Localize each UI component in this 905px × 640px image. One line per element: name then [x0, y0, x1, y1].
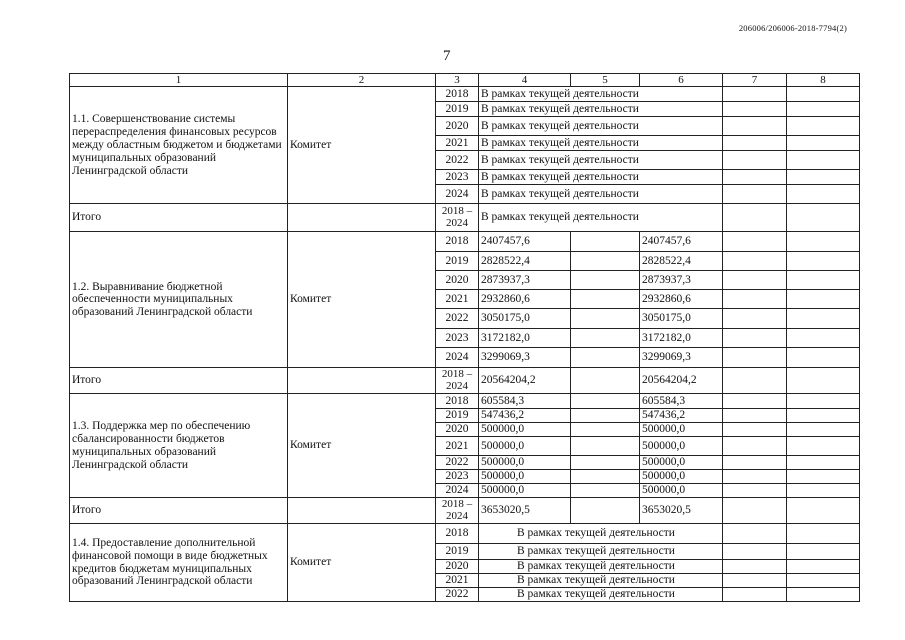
amount-col-7 — [723, 87, 787, 102]
amount-col-8 — [787, 290, 860, 309]
total-period: 2018 – 2024 — [436, 368, 479, 394]
year-cell: 2024 — [436, 185, 479, 204]
funding-note: В рамках текущей деятельности — [479, 102, 723, 117]
total-label: Итого — [70, 498, 288, 524]
amount-col-4: 500000,0 — [479, 484, 571, 498]
year-cell: 2019 — [436, 252, 479, 271]
amount-col-4: 2828522,4 — [479, 252, 571, 271]
amount-col-5 — [571, 252, 640, 271]
total-row — [70, 204, 860, 232]
amount-col-7 — [723, 484, 787, 498]
amount-col-8 — [787, 170, 860, 185]
amount-col-4: 3172182,0 — [479, 329, 571, 348]
year-cell: 2022 — [436, 309, 479, 329]
amount-col-7 — [723, 470, 787, 484]
amount-col-5 — [571, 329, 640, 348]
table-row — [70, 524, 860, 544]
amount-col-6: 547436,2 — [640, 409, 723, 423]
measure-description: 1.3. Поддержка мер по обеспечению сбалансированности бюджетов муниципальных образований Ленинградской области — [70, 394, 288, 498]
amount-col-8 — [787, 524, 860, 544]
header-col-7: 7 — [723, 74, 787, 87]
amount-col-4: 500000,0 — [479, 456, 571, 470]
amount-col-4: 500000,0 — [479, 470, 571, 484]
amount-col-5 — [571, 309, 640, 329]
funding-note: В рамках текущей деятельности — [479, 185, 723, 204]
amount-col-8 — [787, 394, 860, 409]
amount-col-7 — [723, 456, 787, 470]
program-table — [69, 73, 860, 602]
year-cell: 2019 — [436, 409, 479, 423]
amount-col-8 — [787, 151, 860, 170]
amount-col-7 — [723, 437, 787, 456]
amount-col-7 — [723, 574, 787, 588]
amount-col-8 — [787, 117, 860, 136]
year-cell: 2021 — [436, 437, 479, 456]
responsible-executor: Комитет — [288, 524, 436, 602]
header-col-4: 4 — [479, 74, 571, 87]
amount-col-6: 605584,3 — [640, 394, 723, 409]
funding-note: В рамках текущей деятельности — [479, 574, 723, 588]
amount-col-5 — [571, 290, 640, 309]
funding-note: В рамках текущей деятельности — [479, 151, 723, 170]
amount-col-7 — [723, 409, 787, 423]
amount-col-5 — [571, 368, 640, 394]
funding-note: В рамках текущей деятельности — [479, 170, 723, 185]
amount-col-5 — [571, 394, 640, 409]
amount-col-8 — [787, 368, 860, 394]
table-row — [70, 232, 860, 252]
year-cell: 2022 — [436, 456, 479, 470]
page-number: 7 — [443, 48, 451, 64]
amount-col-8 — [787, 204, 860, 232]
amount-col-6: 3172182,0 — [640, 329, 723, 348]
total-period: 2018 – 2024 — [436, 498, 479, 524]
amount-col-6: 2932860,6 — [640, 290, 723, 309]
amount-col-7 — [723, 348, 787, 368]
amount-col-7 — [723, 588, 787, 602]
amount-col-8 — [787, 252, 860, 271]
amount-col-7 — [723, 204, 787, 232]
measure-description: 1.2. Выравнивание бюджетной обеспеченности муниципальных образований Ленинградской области — [70, 232, 288, 368]
amount-col-8 — [787, 456, 860, 470]
amount-col-8 — [787, 409, 860, 423]
amount-col-4: 2873937,3 — [479, 271, 571, 290]
amount-col-7 — [723, 117, 787, 136]
total-row — [70, 368, 860, 394]
amount-col-8 — [787, 484, 860, 498]
funding-note: В рамках текущей деятельности — [479, 87, 723, 102]
year-cell: 2018 — [436, 524, 479, 544]
funding-note: В рамках текущей деятельности — [479, 117, 723, 136]
amount-col-8 — [787, 232, 860, 252]
amount-col-8 — [787, 329, 860, 348]
amount-col-6: 500000,0 — [640, 470, 723, 484]
year-cell: 2022 — [436, 151, 479, 170]
year-cell: 2021 — [436, 574, 479, 588]
amount-col-4: 2407457,6 — [479, 232, 571, 252]
amount-col-8 — [787, 498, 860, 524]
header-col-2: 2 — [288, 74, 436, 87]
amount-col-4: 547436,2 — [479, 409, 571, 423]
amount-col-4: 500000,0 — [479, 423, 571, 437]
amount-col-8 — [787, 574, 860, 588]
year-cell: 2019 — [436, 544, 479, 560]
amount-col-8 — [787, 588, 860, 602]
amount-col-7 — [723, 170, 787, 185]
amount-col-4: 3050175,0 — [479, 309, 571, 329]
document-id: 206006/206006-2018-7794(2) — [738, 23, 847, 33]
total-label: Итого — [70, 204, 288, 232]
total-amount-col-6: 3653020,5 — [640, 498, 723, 524]
year-cell: 2018 — [436, 232, 479, 252]
year-cell: 2023 — [436, 470, 479, 484]
amount-col-6: 3050175,0 — [640, 309, 723, 329]
header-col-5: 5 — [571, 74, 640, 87]
amount-col-6: 3299069,3 — [640, 348, 723, 368]
amount-col-8 — [787, 423, 860, 437]
table-row — [70, 87, 860, 102]
amount-col-5 — [571, 409, 640, 423]
year-cell: 2024 — [436, 484, 479, 498]
year-cell: 2019 — [436, 102, 479, 117]
header-col-8: 8 — [787, 74, 860, 87]
total-owner-empty — [288, 204, 436, 232]
year-cell: 2020 — [436, 271, 479, 290]
measure-description: 1.4. Предоставление дополнительной финансовой помощи в виде бюджетных кредитов бюджетам муниципальных образований Ленинградской области — [70, 524, 288, 602]
funding-note: В рамках текущей деятельности — [479, 544, 723, 560]
year-cell: 2023 — [436, 329, 479, 348]
funding-note: В рамках текущей деятельности — [479, 588, 723, 602]
amount-col-8 — [787, 102, 860, 117]
amount-col-7 — [723, 394, 787, 409]
total-label: Итого — [70, 368, 288, 394]
header-row — [70, 74, 860, 87]
amount-col-8 — [787, 309, 860, 329]
table-row — [70, 394, 860, 409]
amount-col-7 — [723, 560, 787, 574]
amount-col-7 — [723, 309, 787, 329]
amount-col-8 — [787, 560, 860, 574]
year-cell: 2021 — [436, 290, 479, 309]
funding-note: В рамках текущей деятельности — [479, 524, 723, 544]
funding-note: В рамках текущей деятельности — [479, 136, 723, 151]
amount-col-7 — [723, 544, 787, 560]
amount-col-7 — [723, 151, 787, 170]
amount-col-5 — [571, 348, 640, 368]
year-cell: 2018 — [436, 87, 479, 102]
amount-col-7 — [723, 498, 787, 524]
year-cell: 2020 — [436, 560, 479, 574]
amount-col-7 — [723, 329, 787, 348]
amount-col-5 — [571, 437, 640, 456]
amount-col-5 — [571, 484, 640, 498]
total-owner-empty — [288, 498, 436, 524]
amount-col-6: 500000,0 — [640, 484, 723, 498]
header-col-3: 3 — [436, 74, 479, 87]
measure-description: 1.1. Совершенствование системы перераспределения финансовых ресурсов между областным бюджетом и бюджетами муниципальных образований Ленинградской области — [70, 87, 288, 204]
amount-col-5 — [571, 498, 640, 524]
amount-col-8 — [787, 437, 860, 456]
amount-col-6: 500000,0 — [640, 423, 723, 437]
year-cell: 2018 — [436, 394, 479, 409]
amount-col-6: 2873937,3 — [640, 271, 723, 290]
amount-col-6: 2828522,4 — [640, 252, 723, 271]
amount-col-6: 2407457,6 — [640, 232, 723, 252]
year-cell: 2022 — [436, 588, 479, 602]
amount-col-7 — [723, 423, 787, 437]
amount-col-5 — [571, 470, 640, 484]
amount-col-7 — [723, 136, 787, 151]
amount-col-7 — [723, 185, 787, 204]
responsible-executor: Комитет — [288, 87, 436, 204]
total-row — [70, 498, 860, 524]
amount-col-5 — [571, 456, 640, 470]
amount-col-5 — [571, 232, 640, 252]
amount-col-6: 500000,0 — [640, 456, 723, 470]
total-period: 2018 – 2024 — [436, 204, 479, 232]
amount-col-8 — [787, 185, 860, 204]
amount-col-4: 2932860,6 — [479, 290, 571, 309]
header-col-6: 6 — [640, 74, 723, 87]
amount-col-4: 500000,0 — [479, 437, 571, 456]
total-amount-col-4: 3653020,5 — [479, 498, 571, 524]
funding-note: В рамках текущей деятельности — [479, 560, 723, 574]
amount-col-8 — [787, 348, 860, 368]
amount-col-5 — [571, 423, 640, 437]
amount-col-7 — [723, 102, 787, 117]
total-amount-col-4: 20564204,2 — [479, 368, 571, 394]
year-cell: 2021 — [436, 136, 479, 151]
amount-col-8 — [787, 136, 860, 151]
amount-col-4: 605584,3 — [479, 394, 571, 409]
year-cell: 2020 — [436, 423, 479, 437]
year-cell: 2024 — [436, 348, 479, 368]
total-amount-col-6: 20564204,2 — [640, 368, 723, 394]
amount-col-4: 3299069,3 — [479, 348, 571, 368]
year-cell: 2020 — [436, 117, 479, 136]
responsible-executor: Комитет — [288, 394, 436, 498]
year-cell: 2023 — [436, 170, 479, 185]
amount-col-7 — [723, 524, 787, 544]
responsible-executor: Комитет — [288, 232, 436, 368]
header-col-1: 1 — [70, 74, 288, 87]
amount-col-7 — [723, 232, 787, 252]
amount-col-8 — [787, 271, 860, 290]
amount-col-7 — [723, 368, 787, 394]
funding-note: В рамках текущей деятельности — [479, 204, 723, 232]
amount-col-8 — [787, 544, 860, 560]
amount-col-6: 500000,0 — [640, 437, 723, 456]
amount-col-8 — [787, 87, 860, 102]
amount-col-8 — [787, 470, 860, 484]
total-owner-empty — [288, 368, 436, 394]
amount-col-5 — [571, 271, 640, 290]
amount-col-7 — [723, 290, 787, 309]
amount-col-7 — [723, 252, 787, 271]
amount-col-7 — [723, 271, 787, 290]
